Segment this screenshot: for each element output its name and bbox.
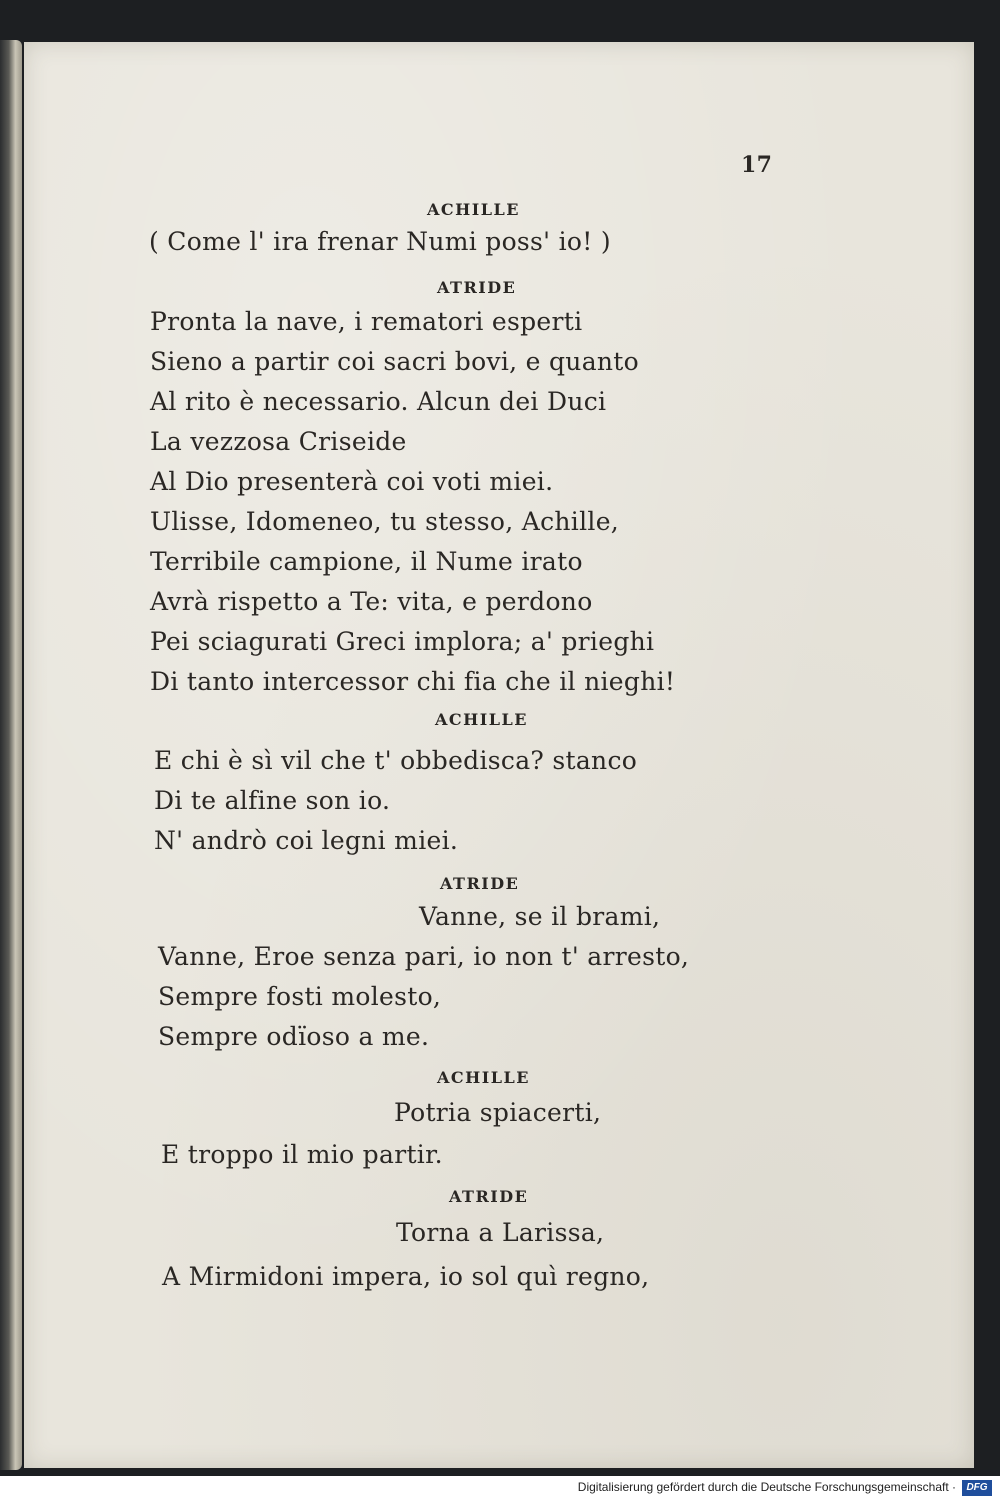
verse-line: Sempre fosti molesto, bbox=[158, 982, 442, 1011]
speaker-label: ACHILLE bbox=[427, 200, 520, 219]
verse-line: Al rito è necessario. Alcun dei Duci bbox=[150, 387, 607, 416]
verse-line: Pronta la nave, i rematori esperti bbox=[150, 307, 583, 336]
speaker-label: ATRIDE bbox=[449, 1187, 529, 1206]
verse-line: Torna a Larissa, bbox=[396, 1218, 605, 1247]
verse-line: N' andrò coi legni miei. bbox=[154, 826, 459, 855]
dfg-logo: DFG bbox=[962, 1480, 992, 1496]
verse-line: Al Dio presenterà coi voti miei. bbox=[150, 467, 554, 496]
speaker-label: ACHILLE bbox=[437, 1068, 530, 1087]
verse-line: ( Come l' ira frenar Numi poss' io! ) bbox=[149, 227, 611, 256]
page-number: 17 bbox=[741, 152, 773, 178]
verse-line: Di tanto intercessor chi fia che il nieghi! bbox=[150, 667, 676, 696]
verse-line: Sempre odïoso a me. bbox=[158, 1022, 430, 1051]
verse-line: Ulisse, Idomeneo, tu stesso, Achille, bbox=[150, 507, 620, 536]
verse-line: E troppo il mio partir. bbox=[161, 1140, 443, 1169]
verse-line: Di te alfine son io. bbox=[154, 786, 391, 815]
verse-line: Pei sciagurati Greci implora; a' prieghi bbox=[150, 627, 655, 656]
verse-line: Terribile campione, il Nume irato bbox=[150, 547, 583, 576]
speaker-label: ACHILLE bbox=[435, 710, 528, 729]
verse-line: A Mirmidoni impera, io sol quì regno, bbox=[162, 1262, 650, 1291]
verse-line: Potria spiacerti, bbox=[394, 1098, 602, 1127]
verse-line: E chi è sì vil che t' obbedisca? stanco bbox=[154, 746, 638, 775]
funding-credit: Digitalisierung gefördert durch die Deutsche Forschungsgemeinschaft · bbox=[577, 1480, 956, 1494]
speaker-label: ATRIDE bbox=[440, 874, 520, 893]
verse-line: Vanne, se il brami, bbox=[419, 902, 661, 931]
binding-edge bbox=[0, 40, 22, 1470]
verse-line: Sieno a partir coi sacri bovi, e quanto bbox=[150, 347, 640, 376]
book-page bbox=[24, 42, 974, 1468]
verse-line: Vanne, Eroe senza pari, io non t' arresto, bbox=[158, 942, 690, 971]
verse-line: Avrà rispetto a Te: vita, e perdono bbox=[150, 587, 593, 616]
footer-bar bbox=[0, 1476, 1000, 1501]
verse-line: La vezzosa Criseide bbox=[150, 427, 407, 456]
speaker-label: ATRIDE bbox=[437, 278, 517, 297]
